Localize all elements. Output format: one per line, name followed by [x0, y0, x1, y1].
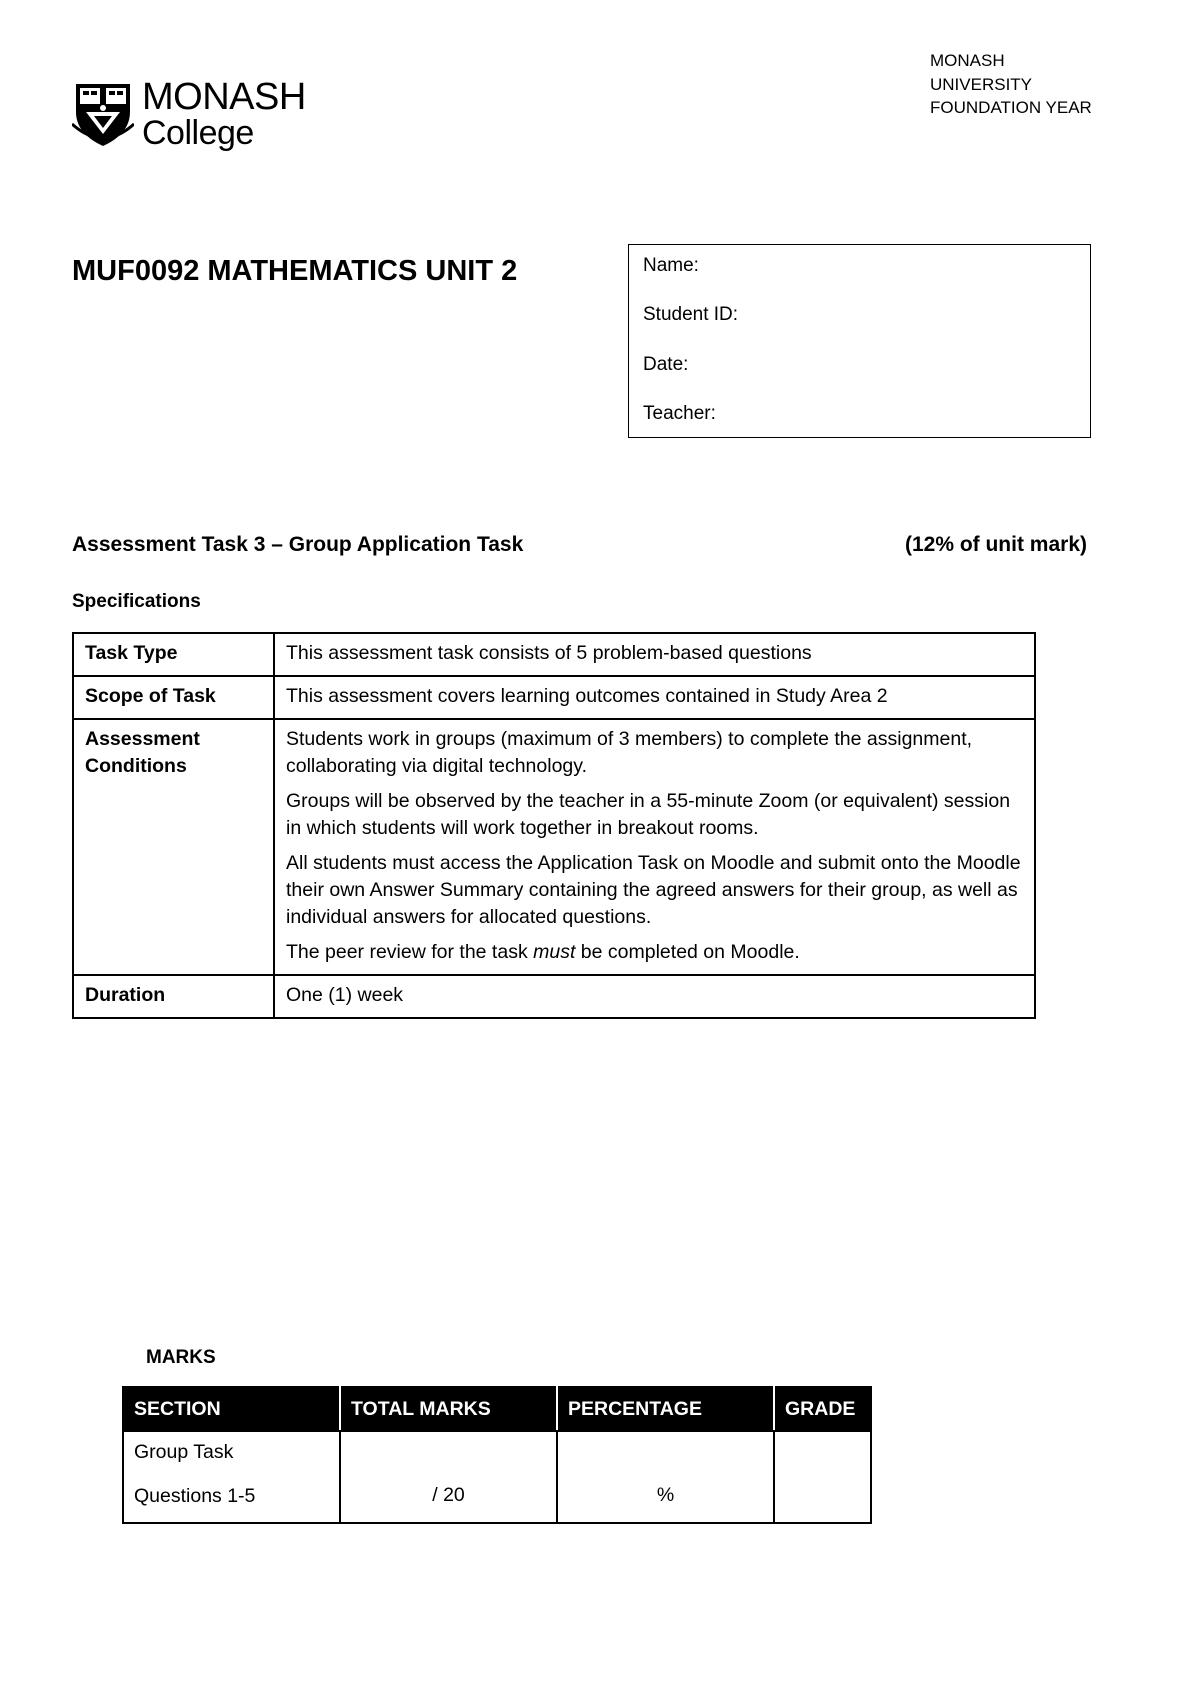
name-field-label: Name: [643, 255, 699, 276]
marks-table [122, 1386, 872, 1524]
page-title: MUF0092 MATHEMATICS UNIT 2 [72, 255, 518, 287]
spec-text: be completed on Moodle. [575, 941, 800, 963]
logo-text-monash: MONASH [142, 76, 306, 118]
assessment-heading [72, 533, 1087, 557]
spec-paragraph [286, 939, 1024, 966]
spec-label: Task Type [73, 633, 274, 676]
teacher-field-label: Teacher: [643, 403, 716, 424]
spec-label: Duration [73, 975, 274, 1018]
student-id-field-label: Student ID: [643, 304, 739, 325]
section-cell [123, 1431, 340, 1523]
spec-label: Scope of Task [73, 676, 274, 719]
assessment-title: Assessment Task 3 – Group Application Task [72, 533, 524, 556]
table-row [73, 975, 1035, 1018]
spec-value [274, 719, 1035, 975]
spec-paragraph: One (1) week [286, 984, 404, 1006]
specifications-heading: Specifications [72, 591, 201, 612]
spec-value [274, 676, 1035, 719]
table-row [73, 633, 1035, 676]
student-details-box [628, 244, 1091, 438]
table-row [123, 1431, 871, 1523]
spec-paragraph: All students must access the Application Task on Moodle and submit onto the Moodle their own Answer Summary containing the agreed answers for their group, as well as individual answers for allocated questions. [286, 852, 1021, 928]
specifications-table [72, 632, 1036, 1019]
marks-header-row [123, 1387, 871, 1431]
table-row [73, 719, 1035, 975]
spec-text: The peer review for the task [286, 941, 534, 963]
column-header: GRADE [774, 1387, 871, 1431]
section-questions: Questions 1-5 [134, 1485, 256, 1507]
percentage-value: % [656, 1484, 675, 1506]
column-header: TOTAL MARKS [340, 1387, 557, 1431]
spec-value [274, 975, 1035, 1018]
spec-paragraph: This assessment covers learning outcomes contained in Study Area 2 [286, 685, 888, 707]
spec-value [274, 633, 1035, 676]
institution-line: FOUNDATION YEAR [930, 98, 1092, 117]
institution-line: MONASH [930, 51, 1005, 70]
grade-cell [774, 1431, 871, 1523]
institution-line: UNIVERSITY [930, 74, 1033, 94]
table-row [73, 676, 1035, 719]
column-header: PERCENTAGE [557, 1387, 774, 1431]
total-marks-value: / 20 [432, 1484, 465, 1506]
marks-heading: MARKS [146, 1347, 216, 1368]
spec-paragraph: Students work in groups (maximum of 3 members) to complete the assignment, collaborating via digital technology. [286, 728, 973, 777]
percentage-cell [557, 1431, 774, 1523]
spec-paragraph: Groups will be observed by the teacher in a 55-minute Zoom (or equivalent) session in which students will work together in breakout rooms. [286, 790, 1011, 839]
total-marks-cell [340, 1431, 557, 1523]
logo-text-college: College [142, 114, 254, 152]
crest-icon [72, 78, 134, 148]
institution-header [930, 49, 1092, 120]
assessment-weight: (12% of unit mark) [904, 533, 1087, 556]
column-header: SECTION [123, 1387, 340, 1431]
monash-college-logo [72, 78, 312, 150]
emphasis-text: must [533, 941, 576, 963]
section-name: Group Task [134, 1441, 234, 1463]
spec-label: Assessment Conditions [73, 719, 274, 975]
spec-paragraph: This assessment task consists of 5 problem-based questions [286, 642, 812, 664]
date-field-label: Date: [643, 354, 689, 375]
